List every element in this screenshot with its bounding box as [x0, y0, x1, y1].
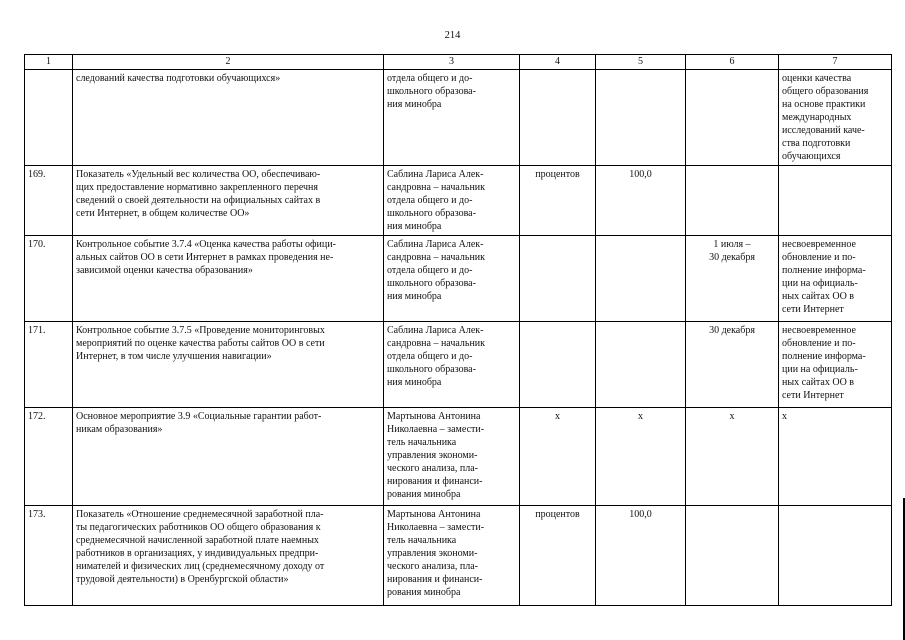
row-number-cell [25, 70, 73, 166]
value-cell: х [596, 408, 686, 506]
value-cell: 100,0 [596, 506, 686, 606]
period-cell: 30 декабря [686, 322, 779, 408]
period-cell [686, 166, 779, 236]
column-header: 1 [25, 55, 73, 70]
unit-cell: процентов [520, 506, 596, 606]
column-header: 7 [779, 55, 892, 70]
event-name-cell: Показатель «Отношение среднемесячной заработной пла- ты педагогических работников ОО общего образования к среднемесячной начисленной заработной плате наемных работников в организациях, у индивидуальных предпри- нимателей и физических лиц (среднемесячному доходу от трудовой деятельности) в Оренбургской области» [73, 506, 384, 606]
column-header: 2 [73, 55, 384, 70]
risk-cell [779, 166, 892, 236]
column-header: 5 [596, 55, 686, 70]
table-row [25, 236, 892, 322]
responsible-cell: Саблина Лариса Алек- сандровна – начальник отдела общего и до- школьного образова- ния минобра [384, 166, 520, 236]
column-header: 3 [384, 55, 520, 70]
period-cell: х [686, 408, 779, 506]
period-cell: 1 июля – 30 декабря [686, 236, 779, 322]
responsible-cell: Саблина Лариса Алек- сандровна – начальник отдела общего и до- школьного образова- ния минобра [384, 236, 520, 322]
risk-cell: несвоевременное обновление и по- полнение информа- ции на официаль- ных сайтах ОО в сети Интернет [779, 322, 892, 408]
page-number: 214 [444, 30, 461, 41]
row-number-cell: 171. [25, 322, 73, 408]
period-cell [686, 70, 779, 166]
responsible-cell: Саблина Лариса Алек- сандровна – начальник отдела общего и до- школьного образова- ния минобра [384, 322, 520, 408]
header-row [25, 55, 892, 70]
unit-cell: х [520, 408, 596, 506]
row-number-cell: 170. [25, 236, 73, 322]
row-number-cell: 172. [25, 408, 73, 506]
value-cell [596, 236, 686, 322]
table-row [25, 506, 892, 606]
value-cell [596, 322, 686, 408]
column-header: 4 [520, 55, 596, 70]
table-row [25, 166, 892, 236]
risk-cell [779, 506, 892, 606]
event-name-cell: Контрольное событие 3.7.4 «Оценка качества работы офици- альных сайтов ОО в сети Интернет в рамках проведения не- зависимой оценки качества образования» [73, 236, 384, 322]
value-cell [596, 70, 686, 166]
risk-cell: несвоевременное обновление и по- полнение информа- ции на официаль- ных сайтах ОО в сети Интернет [779, 236, 892, 322]
event-name-cell: следований качества подготовки обучающихся» [73, 70, 384, 166]
unit-cell [520, 70, 596, 166]
table-row [25, 70, 892, 166]
unit-cell [520, 322, 596, 408]
column-header: 6 [686, 55, 779, 70]
value-cell: 100,0 [596, 166, 686, 236]
event-name-cell: Основное мероприятие 3.9 «Социальные гарантии работ- никам образования» [73, 408, 384, 506]
event-name-cell: Показатель «Удельный вес количества ОО, обеспечиваю- щих предоставление нормативно закрепленного перечня сведений о своей деятельности на официальных сайтах в сети Интернет, в общем количестве ОО» [73, 166, 384, 236]
responsible-cell: Мартынова Антонина Николаевна – замести- тель начальника управления экономи- ческого анализа, пла- нирования и финанси- рования минобра [384, 408, 520, 506]
table-row [25, 322, 892, 408]
table-body [25, 70, 892, 606]
risk-cell: оценки качества общего образования на основе практики международных исследований каче- ства подготовки обучающихся [779, 70, 892, 166]
event-name-cell: Контрольное событие 3.7.5 «Проведение мониторинговых мероприятий по оценке качества работы сайтов ОО в сети Интернет, в том числе улучшения навигации» [73, 322, 384, 408]
period-cell [686, 506, 779, 606]
table-row [25, 408, 892, 506]
plan-table [24, 54, 892, 606]
responsible-cell: Мартынова Антонина Николаевна – замести- тель начальника управления экономи- ческого анализа, пла- нирования и финанси- рования минобра [384, 506, 520, 606]
responsible-cell: отдела общего и до- школьного образова- ния минобра [384, 70, 520, 166]
unit-cell: процентов [520, 166, 596, 236]
unit-cell [520, 236, 596, 322]
risk-cell: х [779, 408, 892, 506]
row-number-cell: 173. [25, 506, 73, 606]
row-number-cell: 169. [25, 166, 73, 236]
